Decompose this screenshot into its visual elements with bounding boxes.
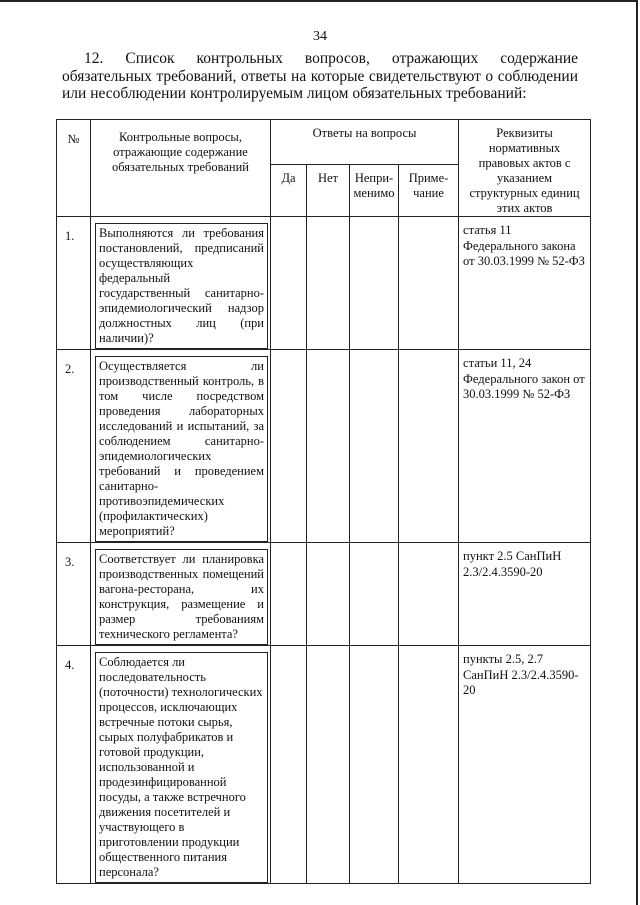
answer-not-applicable-cell[interactable] <box>350 217 399 350</box>
table-row <box>57 646 591 884</box>
answer-yes-cell[interactable] <box>271 217 307 350</box>
header-note <box>399 165 459 217</box>
answer-not-applicable-cell[interactable] <box>350 543 399 646</box>
answer-no-cell[interactable] <box>307 646 350 884</box>
answer-yes-cell[interactable] <box>271 646 307 884</box>
answer-not-applicable-cell[interactable] <box>350 646 399 884</box>
header-question: Контрольные вопросы, отражающие содержание обязательных требований <box>91 120 271 217</box>
answer-note-cell[interactable] <box>399 217 459 350</box>
header-number: № <box>57 120 91 217</box>
answer-no-cell[interactable] <box>307 217 350 350</box>
answer-note-cell[interactable] <box>399 543 459 646</box>
header-requisites: Реквизиты нормативных правовых актов с указанием структурных единиц этих актов <box>459 120 591 217</box>
header-no: Нет <box>307 165 350 217</box>
header-note-line2: чание <box>413 186 444 201</box>
answer-not-applicable-cell[interactable] <box>350 350 399 543</box>
header-yes: Да <box>271 165 307 217</box>
row-requisites: статьи 11, 24 Федерального закон от 30.03.1999 № 52-ФЗ <box>459 350 591 543</box>
row-question <box>91 217 271 350</box>
row-question <box>91 543 271 646</box>
answer-note-cell[interactable] <box>399 646 459 884</box>
row-requisites: статья 11 Федерального закона от 30.03.1999 № 52-ФЗ <box>459 217 591 350</box>
table-header-row <box>57 120 591 165</box>
question-text: Соответствует ли планировка производственных помещений вагона-ресторана, их конструкция, размещение и размер требованиям технического регламента? <box>95 549 268 645</box>
row-requisites: пункты 2.5, 2.7 СанПиН 2.3/2.4.3590-20 <box>459 646 591 884</box>
page-border-right <box>636 0 638 905</box>
page-border-top <box>0 0 636 2</box>
header-not-applicable-line1: Непри- <box>354 171 394 186</box>
section-heading <box>62 50 578 103</box>
checklist-table <box>56 119 591 884</box>
table-row <box>57 543 591 646</box>
row-number: 1. <box>57 217 91 350</box>
page-number: 34 <box>313 29 327 44</box>
header-not-applicable <box>350 165 399 217</box>
answer-note-cell[interactable] <box>399 350 459 543</box>
question-text: Выполняются ли требования постановлений, предписаний осуществляющих федеральный государственный санитарно-эпидемиологический надзор должностных лиц (при наличии)? <box>95 223 268 349</box>
header-note-line1: Приме- <box>408 171 449 186</box>
section-heading-text: 12. Список контрольных вопросов, отражающих содержание обязательных требований, ответы на которые свидетельствуют о соблюдении или несоблюдении контролируемым лицом обязательных требований: <box>62 50 578 102</box>
answer-yes-cell[interactable] <box>271 543 307 646</box>
table-row <box>57 350 591 543</box>
answer-no-cell[interactable] <box>307 350 350 543</box>
row-question <box>91 350 271 543</box>
question-text: Осуществляется ли производственный контроль, в том числе посредством проведения лабораторных исследований и испытаний, за соблюдением санитарно-эпидемиологических требований и проведением санитарно-противоэпидемических (профилактических) мероприятий? <box>95 356 268 542</box>
answer-yes-cell[interactable] <box>271 350 307 543</box>
row-question <box>91 646 271 884</box>
header-answers: Ответы на вопросы <box>271 120 459 165</box>
header-not-applicable-line2: менимо <box>353 186 395 201</box>
row-number: 2. <box>57 350 91 543</box>
row-number: 3. <box>57 543 91 646</box>
answer-no-cell[interactable] <box>307 543 350 646</box>
question-text: Соблюдается ли последовательность (поточности) технологических процессов, исключающих встречные потоки сырья, сырых полуфабрикатов и готовой продукции, использованной и продезинфицированной посуды, а также встречного движения посетителей и участвующего в приготовлении продукции общественного питания персонала? <box>95 652 268 883</box>
row-number: 4. <box>57 646 91 884</box>
table-row <box>57 217 591 350</box>
row-requisites: пункт 2.5 СанПиН 2.3/2.4.3590-20 <box>459 543 591 646</box>
